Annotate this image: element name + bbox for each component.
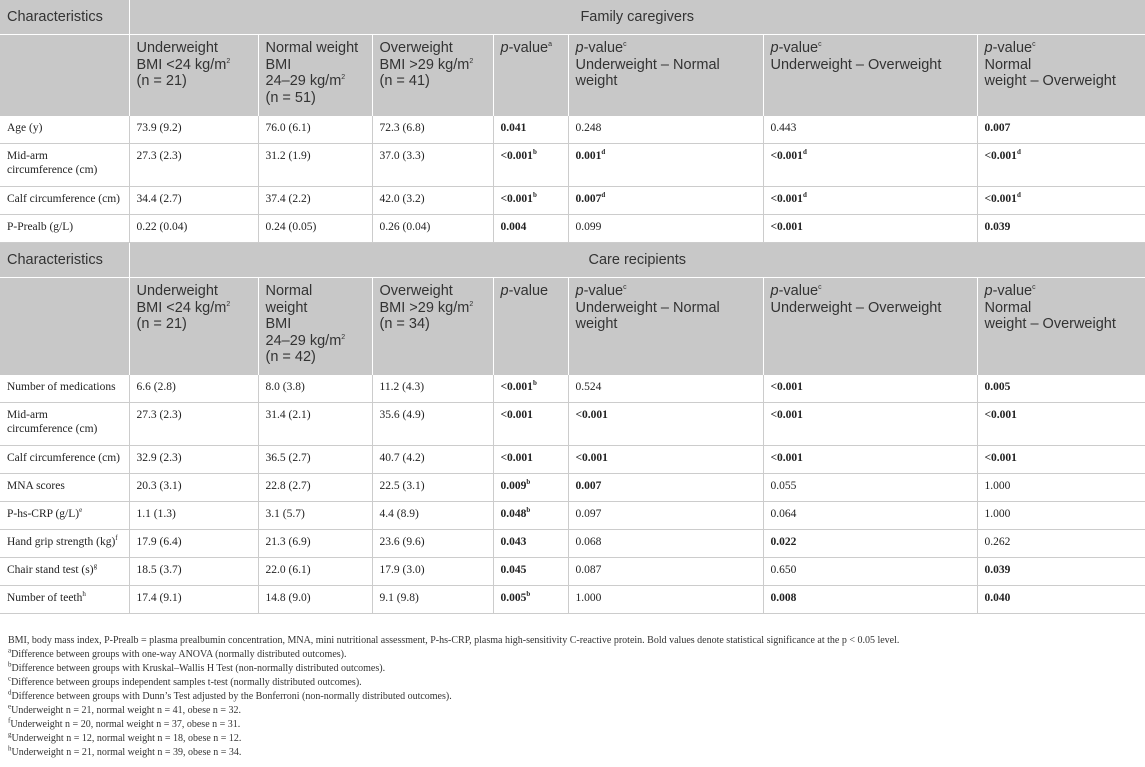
cell: 9.1 (9.8) — [372, 586, 493, 614]
cell: 0.650 — [763, 558, 977, 586]
cell: 18.5 (3.7) — [129, 558, 258, 586]
footnote-g: $^g$Underweight n = 12, normal weight n = 18, obese n = 12. — [8, 730, 242, 744]
cell: <0.001 — [763, 403, 977, 446]
row-label: Mid-arm circumference (cm) — [0, 144, 129, 187]
row-label: Chair stand test $(s)^g$ — [0, 558, 129, 586]
cell: 0.045 — [493, 558, 568, 586]
cell: <0.001$^d$ — [977, 144, 1145, 187]
cell: 0.048$^b$ — [493, 502, 568, 530]
row-label: Age (y) — [0, 116, 129, 144]
cell: 1.000 — [977, 474, 1145, 502]
fc-col-p-under-normal: p-value$^c$ Underweight – Normal weight — [568, 35, 763, 116]
cell: 0.007 — [568, 474, 763, 502]
cr-col-p-under-over: p-value$^c$ Underweight – Overweight — [763, 278, 977, 375]
cell: 37.4 (2.2) — [258, 187, 372, 215]
fc-blank-header — [0, 35, 129, 116]
cell: <0.001$^b$ — [493, 187, 568, 215]
cell: <0.001$^b$ — [493, 144, 568, 187]
row-label: P-hs-CRP $(g/L)^e$ — [0, 502, 129, 530]
cr-col-p-normal-over: p-value$^c$ Normal weight – Overweight — [977, 278, 1145, 375]
cell: <0.001 — [977, 446, 1145, 474]
footnote-h: $^h$Underweight n = 21, normal weight n = 39, obese n = 34. — [8, 744, 242, 758]
cell: 0.004 — [493, 215, 568, 243]
cell: 31.2 (1.9) — [258, 144, 372, 187]
cell: 14.8 (9.0) — [258, 586, 372, 614]
cell: 0.005 — [977, 375, 1145, 403]
fc-col-overweight: Overweight BMI >29 $kg/m^2$ (n = 41) — [372, 35, 493, 116]
cr-header-row — [0, 243, 1145, 278]
cell: 0.039 — [977, 215, 1145, 243]
cr-col-overweight: Overweight BMI >29 $kg/m^2$ (n = 34) — [372, 278, 493, 375]
row-label: Mid-arm circumference (cm) — [0, 403, 129, 446]
table-row — [0, 530, 1145, 558]
cell: 0.524 — [568, 375, 763, 403]
cell: 27.3 (2.3) — [129, 144, 258, 187]
footnote-c: $^c$Difference between groups independent samples t-test (normally distributed outcomes). — [8, 674, 362, 688]
cell: 76.0 (6.1) — [258, 116, 372, 144]
cell: 34.4 (2.7) — [129, 187, 258, 215]
fc-characteristics-header: Characteristics — [0, 0, 129, 35]
row-label: MNA scores — [0, 474, 129, 502]
cell: 0.097 — [568, 502, 763, 530]
cr-characteristics-header: Characteristics — [0, 243, 129, 278]
table-row — [0, 144, 1145, 187]
cell: <0.001$^d$ — [763, 144, 977, 187]
cell: 36.5 (2.7) — [258, 446, 372, 474]
table-row — [0, 474, 1145, 502]
cell: 0.008 — [763, 586, 977, 614]
cell: <0.001 — [568, 446, 763, 474]
cell: 0.040 — [977, 586, 1145, 614]
cell: 1.000 — [977, 502, 1145, 530]
footnote-f: $^f$Underweight n = 20, normal weight n = 37, obese n = 31. — [8, 716, 241, 730]
footnote-d: $^d$Difference between groups with Dunn’s Test adjusted by the Bonferroni (non-normally distributed outcomes). — [8, 688, 452, 702]
cell: 73.9 (9.2) — [129, 116, 258, 144]
cell: 0.007$^d$ — [568, 187, 763, 215]
row-label: Calf circumference (cm) — [0, 187, 129, 215]
cell: 0.022 — [763, 530, 977, 558]
cell: <0.001 — [977, 403, 1145, 446]
cr-col-underweight: Underweight BMI <24 $kg/m^2$ (n = 21) — [129, 278, 258, 375]
footnote-main: BMI, body mass index, P-Prealb = plasma prealbumin concentration, MNA, mini nutritional assessment, P-hs-CRP, plasma high-sensitivity C-reactive protein. Bold values denote statistical significance at the p < 0.05 level. — [8, 635, 900, 646]
table-row — [0, 502, 1145, 530]
cell: 0.443 — [763, 116, 977, 144]
cell: 72.3 (6.8) — [372, 116, 493, 144]
cell: 22.5 (3.1) — [372, 474, 493, 502]
cell: 23.6 (9.6) — [372, 530, 493, 558]
cell: 0.22 (0.04) — [129, 215, 258, 243]
cell: 0.055 — [763, 474, 977, 502]
cell: <0.001 — [763, 446, 977, 474]
cr-col-normal: Normal weight BMI 24–29 $kg/m^2$ (n = 42) — [258, 278, 372, 375]
cell: 0.009$^b$ — [493, 474, 568, 502]
footnote-b: $^b$Difference between groups with Kruskal–Wallis H Test (non-normally distributed outcomes). — [8, 660, 386, 674]
cell: <0.001 — [763, 215, 977, 243]
table-row — [0, 558, 1145, 586]
cell: <0.001 — [493, 403, 568, 446]
footnote-a: $^a$Difference between groups with one-way ANOVA (normally distributed outcomes). — [8, 646, 347, 660]
table-footnotes — [8, 634, 899, 760]
cell: 40.7 (4.2) — [372, 446, 493, 474]
cr-col-p-under-normal: p-value$^c$ Underweight – Normal weight — [568, 278, 763, 375]
cell: 0.087 — [568, 558, 763, 586]
cell: 35.6 (4.9) — [372, 403, 493, 446]
table-row — [0, 586, 1145, 614]
fc-col-normal: Normal weight BMI 24–29 $kg/m^2$ (n = 51) — [258, 35, 372, 116]
fc-col-p-under-over: p-value$^c$ Underweight – Overweight — [763, 35, 977, 116]
cell: 0.262 — [977, 530, 1145, 558]
fc-group-title: Family caregivers — [129, 0, 1145, 35]
cell: <0.001$^d$ — [977, 187, 1145, 215]
cell: 17.4 (9.1) — [129, 586, 258, 614]
cell: <0.001 — [763, 375, 977, 403]
table-row — [0, 403, 1145, 446]
cell: <0.001 — [493, 446, 568, 474]
cell: 17.9 (6.4) — [129, 530, 258, 558]
cell: 1.000 — [568, 586, 763, 614]
cell: 22.8 (2.7) — [258, 474, 372, 502]
cell: 32.9 (2.3) — [129, 446, 258, 474]
cell: 0.26 (0.04) — [372, 215, 493, 243]
fc-col-underweight: Underweight BMI <24 $kg/m^2$ (n = 21) — [129, 35, 258, 116]
cell: 8.0 (3.8) — [258, 375, 372, 403]
fc-header-row — [0, 0, 1145, 35]
cr-subheader-row — [0, 278, 1145, 375]
cell: 0.041 — [493, 116, 568, 144]
row-label: Hand grip strength (kg)$^f$ — [0, 530, 129, 558]
cell: 20.3 (3.1) — [129, 474, 258, 502]
table-row — [0, 116, 1145, 144]
cell: 0.043 — [493, 530, 568, 558]
row-label: Number of teeth$^h$ — [0, 586, 129, 614]
table-row — [0, 446, 1145, 474]
cell: 0.007 — [977, 116, 1145, 144]
cell: 31.4 (2.1) — [258, 403, 372, 446]
footnote-e: $^e$Underweight n = 21, normal weight n = 41, obese n = 32. — [8, 702, 242, 716]
cell: 27.3 (2.3) — [129, 403, 258, 446]
cell: 0.005$^b$ — [493, 586, 568, 614]
cell: 0.099 — [568, 215, 763, 243]
table-row — [0, 215, 1145, 243]
cell: <0.001$^d$ — [763, 187, 977, 215]
cell: 0.064 — [763, 502, 977, 530]
cell: <0.001$^b$ — [493, 375, 568, 403]
cell: 0.001$^d$ — [568, 144, 763, 187]
cr-blank-header — [0, 278, 129, 375]
cell: 0.24 (0.05) — [258, 215, 372, 243]
cell: 1.1 (1.3) — [129, 502, 258, 530]
cr-group-title: Care recipients — [129, 243, 1145, 278]
cell: 21.3 (6.9) — [258, 530, 372, 558]
table-row — [0, 375, 1145, 403]
cr-col-pvalue: p-value — [493, 278, 568, 375]
cell: 22.0 (6.1) — [258, 558, 372, 586]
cell: 4.4 (8.9) — [372, 502, 493, 530]
cell: 6.6 (2.8) — [129, 375, 258, 403]
cell: 11.2 (4.3) — [372, 375, 493, 403]
cell: 17.9 (3.0) — [372, 558, 493, 586]
cell: 0.068 — [568, 530, 763, 558]
fc-col-p-normal-over: p-value$^c$ Normal weight – Overweight — [977, 35, 1145, 116]
row-label: Number of medications — [0, 375, 129, 403]
cell: <0.001 — [568, 403, 763, 446]
table-row — [0, 187, 1145, 215]
fc-subheader-row — [0, 35, 1145, 116]
cell: 42.0 (3.2) — [372, 187, 493, 215]
cell: 3.1 (5.7) — [258, 502, 372, 530]
cell: 37.0 (3.3) — [372, 144, 493, 187]
fc-col-pvalue: p-value$^a$ — [493, 35, 568, 116]
row-label: Calf circumference (cm) — [0, 446, 129, 474]
cell: 0.039 — [977, 558, 1145, 586]
cell: 0.248 — [568, 116, 763, 144]
row-label: P-Prealb (g/L) — [0, 215, 129, 243]
